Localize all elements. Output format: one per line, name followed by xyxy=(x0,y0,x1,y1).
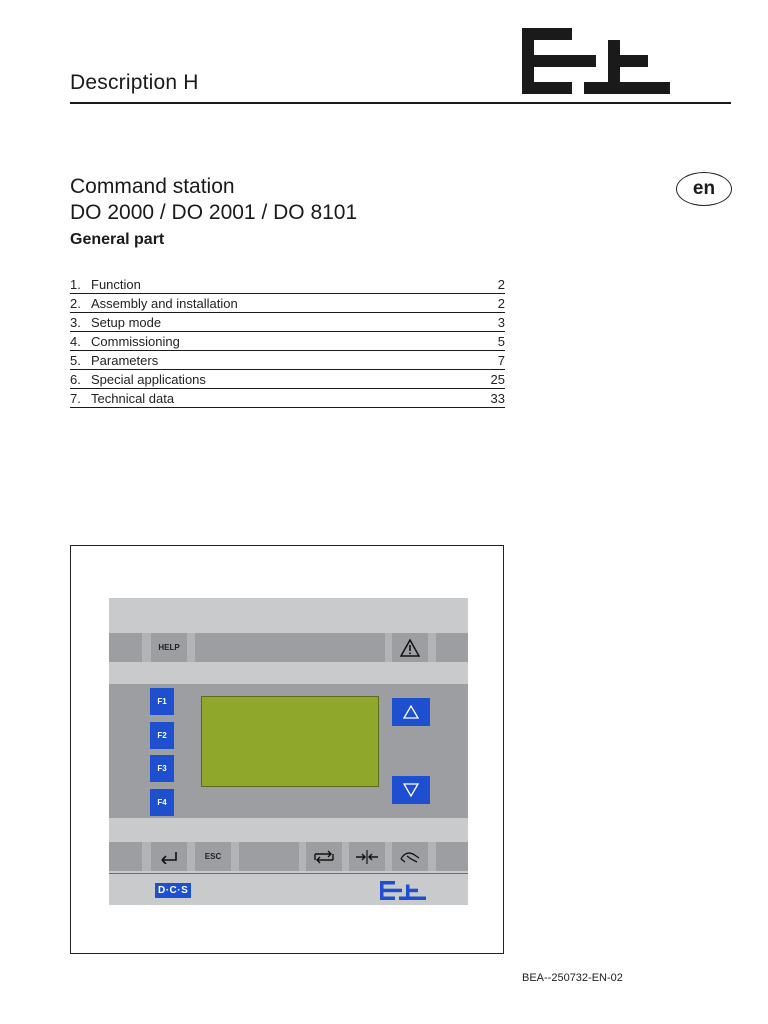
device-panel xyxy=(109,598,468,905)
dcs-badge: D·C·S xyxy=(155,883,191,898)
manual-key[interactable] xyxy=(392,842,428,871)
cycle-key[interactable] xyxy=(306,842,342,871)
down-arrow-key[interactable] xyxy=(392,776,430,804)
toc-label: Commissioning xyxy=(91,334,180,349)
warning-icon xyxy=(400,639,420,657)
document-title-line1: Command station xyxy=(70,175,235,198)
toc-row[interactable] xyxy=(70,370,505,389)
toc-page: 25 xyxy=(490,372,505,387)
toc-page: 5 xyxy=(497,334,505,349)
f1-key[interactable]: F1 xyxy=(150,688,174,715)
f4-key[interactable]: F4 xyxy=(150,789,174,816)
toc-row[interactable] xyxy=(70,389,505,408)
toc-page: 33 xyxy=(490,391,505,406)
toc-number: 5. xyxy=(70,353,81,368)
toc-label: Parameters xyxy=(91,353,159,368)
up-arrow-key[interactable] xyxy=(392,698,430,726)
cycle-icon xyxy=(312,850,336,864)
f3-key[interactable]: F3 xyxy=(150,755,174,782)
document-title xyxy=(70,174,357,226)
header-rule xyxy=(70,102,731,104)
compress-key[interactable] xyxy=(349,842,385,871)
blank-key xyxy=(109,633,142,662)
enter-key[interactable] xyxy=(151,842,187,871)
toc-page: 3 xyxy=(497,315,505,330)
down-arrow-icon xyxy=(403,783,419,797)
lcd-display xyxy=(201,696,379,787)
enter-icon xyxy=(159,850,179,864)
blank-key xyxy=(195,633,385,662)
header-title: Description H xyxy=(70,71,199,94)
document-title-line2: DO 2000 / DO 2001 / DO 8101 xyxy=(70,201,358,224)
toc-label: Technical data xyxy=(91,391,175,406)
toc-page: 2 xyxy=(497,296,505,311)
toc-row[interactable] xyxy=(70,313,505,332)
toc-row[interactable] xyxy=(70,294,505,313)
toc-label: Assembly and installation xyxy=(91,296,238,311)
toc-number: 7. xyxy=(70,391,81,406)
toc-number: 4. xyxy=(70,334,81,349)
toc-label: Setup mode xyxy=(91,315,162,330)
panel-red-line xyxy=(109,873,468,874)
f2-key[interactable]: F2 xyxy=(150,722,174,749)
blank-key xyxy=(109,842,142,871)
toc-number: 6. xyxy=(70,372,81,387)
blank-key xyxy=(239,842,299,871)
toc-page: 7 xyxy=(497,353,505,368)
toc-row[interactable] xyxy=(70,351,505,370)
document-reference: BEA--250732-EN-02 xyxy=(522,972,623,984)
blank-key xyxy=(436,842,468,871)
document-subtitle: General part xyxy=(70,231,165,248)
et-logo xyxy=(522,28,670,94)
toc-label: Special applications xyxy=(91,372,206,387)
warning-key[interactable] xyxy=(392,633,428,662)
compress-icon xyxy=(355,850,379,864)
blank-key xyxy=(436,633,468,662)
toc-row[interactable] xyxy=(70,275,505,294)
esc-key[interactable]: ESC xyxy=(195,842,231,871)
up-arrow-icon xyxy=(403,705,419,719)
toc-number: 1. xyxy=(70,277,81,292)
toc-number: 2. xyxy=(70,296,81,311)
panel-et-logo xyxy=(380,881,426,900)
toc-number: 3. xyxy=(70,315,81,330)
help-key[interactable]: HELP xyxy=(151,633,187,662)
hand-icon xyxy=(399,850,421,864)
toc-row[interactable] xyxy=(70,332,505,351)
language-badge: en xyxy=(676,172,732,206)
table-of-contents xyxy=(70,275,505,408)
toc-page: 2 xyxy=(497,277,505,292)
toc-label: Function xyxy=(91,277,141,292)
